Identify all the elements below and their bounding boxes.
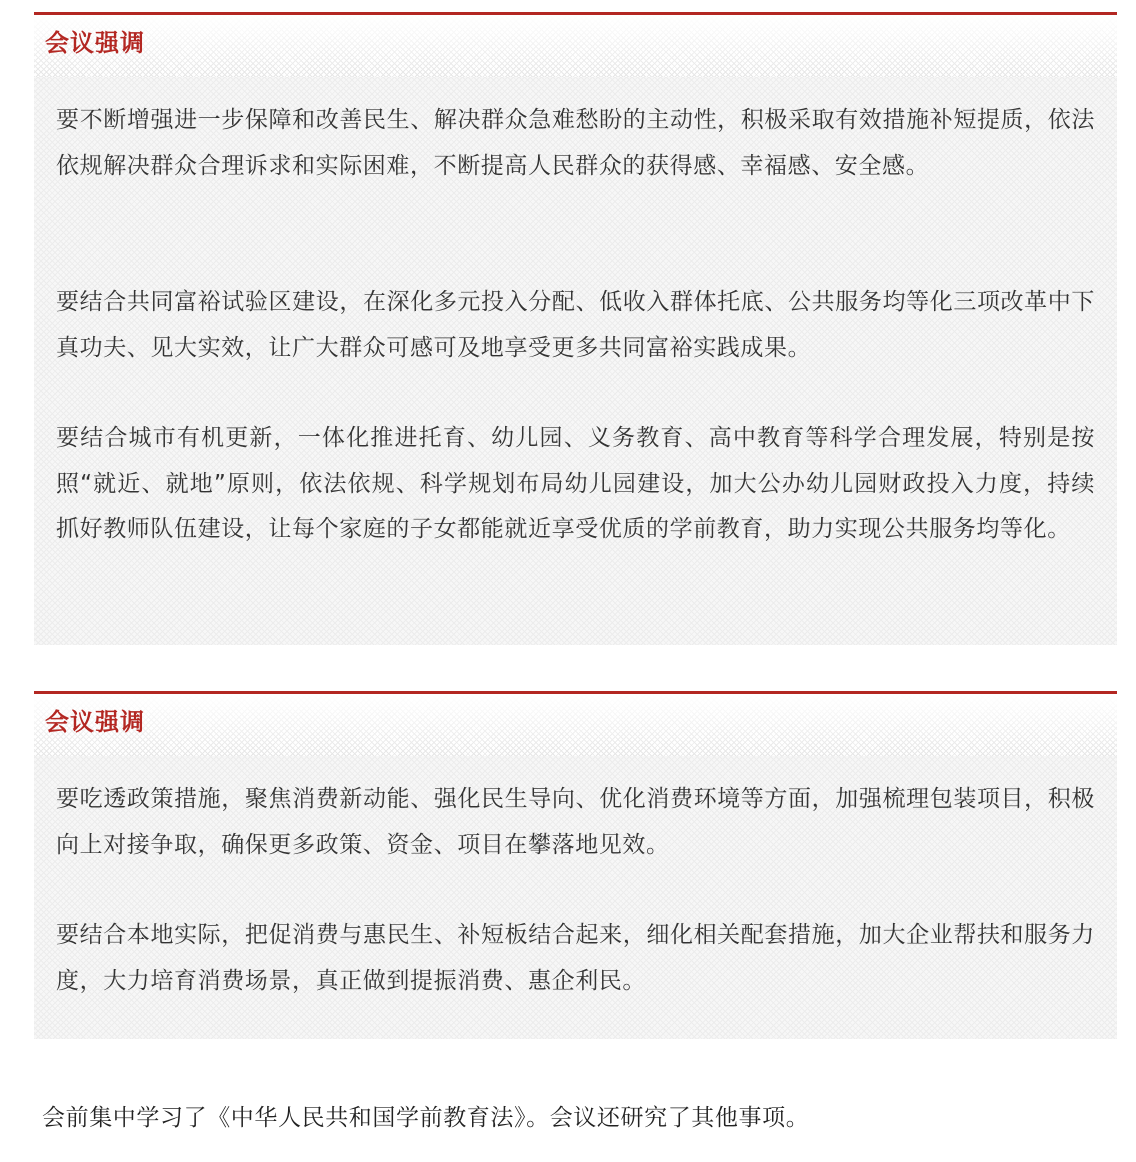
paragraph: 要不断增强进一步保障和改善民生、解决群众急难愁盼的主动性，积极采取有效措施补短提质，依法依规解决群众合理诉求和实际困难，不断提高人民群众的获得感、幸福感、安全感。 bbox=[56, 107, 1095, 179]
section-body bbox=[34, 77, 1117, 645]
section-meeting-emphasis-2 bbox=[34, 691, 1117, 1039]
paragraph: 要结合城市有机更新，一体化推进托育、幼儿园、义务教育、高中教育等科学合理发展，特别是按照“就近、就地”原则，依法依规、科学规划布局幼儿园建设，加大公办幼儿园财政投入力度，持续抓好教师队伍建设，让每个家庭的子女都能就近享受优质的学前教育，助力实现公共服务均等化。 bbox=[56, 425, 1095, 542]
section-header bbox=[34, 12, 1117, 77]
section-meeting-emphasis-1 bbox=[34, 12, 1117, 645]
paragraph: 要吃透政策措施，聚焦消费新动能、强化民生导向、优化消费环境等方面，加强梳理包装项目，积极向上对接争取，确保更多政策、资金、项目在攀落地见效。 bbox=[56, 786, 1095, 858]
paragraph: 要结合本地实际，把促消费与惠民生、补短板结合起来，细化相关配套措施，加大企业帮扶和服务力度，大力培育消费场景，真正做到提振消费、惠企利民。 bbox=[56, 922, 1095, 994]
footer-text: 会前集中学习了《中华人民共和国学前教育法》。会议还研究了其他事项。 bbox=[42, 1105, 810, 1131]
section-title: 会议强调 bbox=[45, 29, 145, 57]
paragraph: 要结合共同富裕试验区建设，在深化多元投入分配、低收入群体托底、公共服务均等化三项改革中下真功夫、见大实效，让广大群众可感可及地享受更多共同富裕实践成果。 bbox=[56, 289, 1095, 361]
section-body bbox=[34, 756, 1117, 1039]
section-title: 会议强调 bbox=[45, 708, 145, 736]
section-header bbox=[34, 691, 1117, 756]
